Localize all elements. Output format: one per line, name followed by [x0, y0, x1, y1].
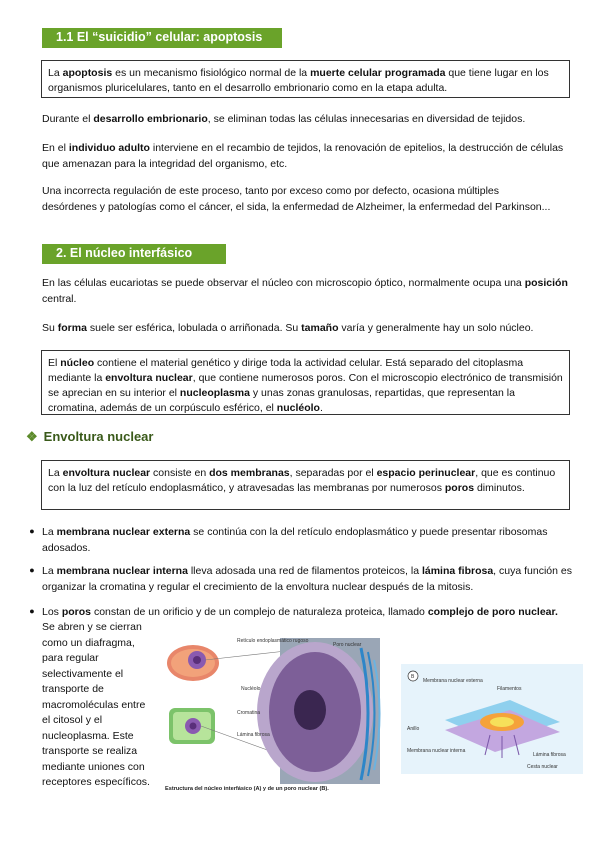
bullet-dot-icon: ● — [29, 565, 35, 575]
label-lamina: Lámina fibrosa — [237, 732, 270, 738]
bullet-pores-line1: Los poros constan de un orificio y de un complejo de naturaleza proteica, llamado complejo de poro nuclear. — [42, 606, 558, 618]
label-lamina-b: Lámina fibrosa — [533, 752, 566, 758]
figure-caption: Estructura del núcleo interfásico (A) y de un poro nuclear (B). — [165, 786, 329, 792]
label-anillo: Anillo — [407, 726, 420, 732]
nucleus-definition-box: El núcleo contiene el material genético y dirige toda la actividad celular. Está separado del citoplasma mediante la envoltura nuclear, que contiene numerosos poros. Con el microscopio electrónico de transmisión se aprecian en su interior el nucleoplasma y unas zonas granulosas, repartidas, que representan la cromatina, además de un corpúsculo esférico, el nucléolo. — [41, 350, 570, 415]
bullet-inner-membrane: La membrana nuclear interna lleva adosada una red de filamentos proteicos, la lámina fibrosa, cuya función es organizar la cromatina y regular el crecimiento de la envoltura nuclear después de la mitosis. — [42, 565, 572, 593]
subheading-envoltura: ❖ Envoltura nuclear — [26, 429, 154, 444]
label-cromatina: Cromatina — [237, 710, 261, 716]
bullet-pores-continuation: Se abren y se cierran como un diafragma, para regular selectivamente el transporte de macromoléculas entre el citosol y el nucleoplasma. Este transporte se realiza mediante uniones con receptores específicos. — [42, 621, 150, 788]
animal-cell-illustration — [167, 645, 219, 681]
panel-b-label: B — [411, 674, 415, 680]
bullet-dot-icon: ● — [29, 526, 35, 536]
label-cesta: Cesta nuclear — [527, 764, 558, 770]
envoltura-definition-box: La envoltura nuclear consiste en dos membranas, separadas por el espacio perinuclear, que es continuo con la luz del retículo endoplasmático, y atravesadas las membranas por numerosos poros diminutos. — [41, 460, 570, 510]
apoptosis-definition-box: La apoptosis es un mecanismo fisiológico normal de la muerte celular programada que tiene lugar en los organismos pluricelulares, tanto en el desarrollo embrionario como en la etapa adulta. — [41, 60, 570, 98]
section-heading-apoptosis: 1.1 El “suicidio” celular: apoptosis — [42, 28, 282, 48]
label-filamentos: Filamentos — [497, 686, 522, 692]
paragraph-regulation: Una incorrecta regulación de este proceso, tanto por exceso como por defecto, ocasiona múltiples desórdenes y patologías como el cáncer, el sida, la enfermedad de Alzheimer, la enfermedad del Parkinson... — [42, 185, 551, 213]
paragraph-shape: Su forma suele ser esférica, lobulada o arriñonada. Su tamaño varía y generalmente hay un solo núcleo. — [42, 322, 534, 334]
diamond-bullet-icon: ❖ — [26, 429, 38, 444]
nucleus-structure-figure — [165, 630, 585, 802]
label-pore: Poro nuclear — [333, 642, 362, 648]
label-er: Retículo endoplasmático rugoso — [237, 638, 309, 644]
bullet-dot-icon: ● — [29, 606, 35, 616]
label-mem-int: Membrana nuclear interna — [407, 748, 466, 754]
section-heading-nucleo: 2. El núcleo interfásico — [42, 244, 226, 264]
label-nucleolo: Nucléolo — [241, 686, 261, 692]
plant-cell-illustration — [169, 708, 215, 744]
label-mem-ext: Membrana nuclear externa — [423, 678, 483, 684]
bullet-outer-membrane: La membrana nuclear externa se continúa con la del retículo endoplasmático y puede presentar ribosomas adosados. — [42, 526, 548, 554]
paragraph-adult: En el individuo adulto interviene en el recambio de tejidos, la renovación de epitelios, la destrucción de células que amenazan para la integridad del organismo, etc. — [42, 142, 564, 170]
paragraph-position: En las células eucariotas se puede observar el núcleo con microscopio óptico, normalmente ocupa una posición central. — [42, 277, 568, 305]
paragraph-embryonic: Durante el desarrollo embrionario, se eliminan todas las células innecesarias en diversidad de tejidos. — [42, 113, 526, 125]
